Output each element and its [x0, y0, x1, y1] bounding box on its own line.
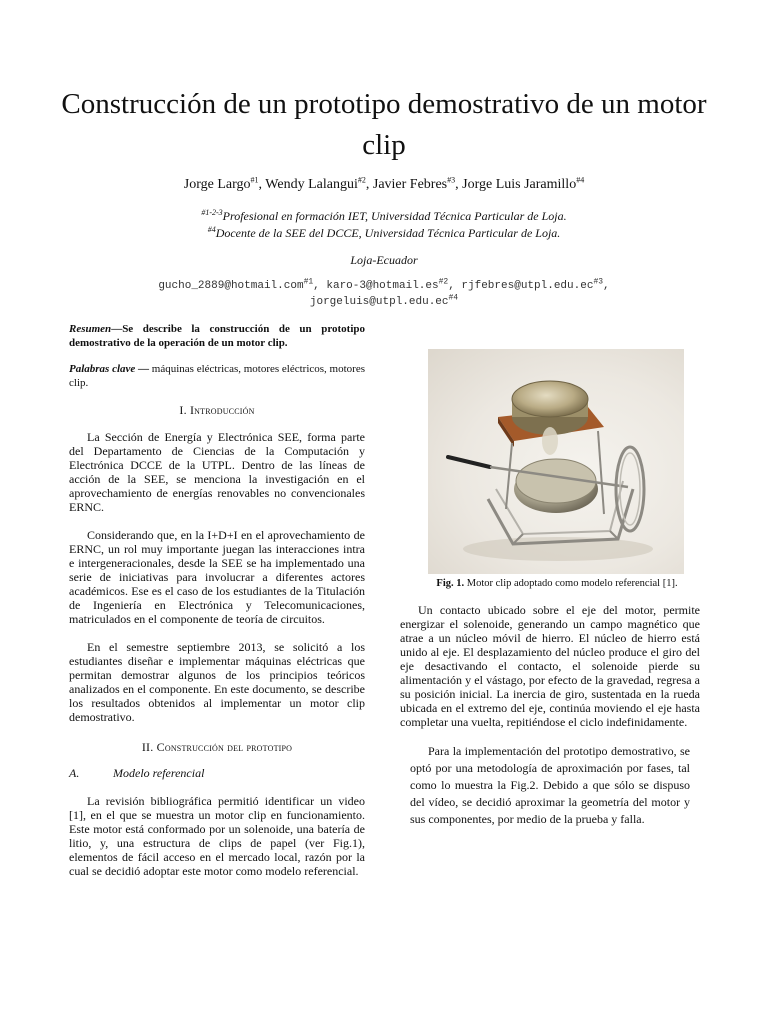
figure-1-photo	[428, 349, 684, 574]
paragraph: En el semestre septiembre 2013, se solicitó a los estudiantes diseñar e implementar máquinas eléctricas que permitan demostrar algunos de los principios teóricos analizados en el componente. En este documento, se describe los resultados obtenidos al implementar un motor clip demostrativo.	[69, 640, 365, 724]
keywords	[69, 362, 365, 390]
email-link[interactable]: karo-3@hotmail.es	[326, 280, 439, 292]
abstract-text: Se describe la construcción de un prototipo demostrativo de la operación de un motor clip.	[69, 323, 365, 349]
subsection-heading-modelo	[69, 766, 365, 780]
keywords-dash: —	[135, 363, 152, 375]
affiliation-text: Profesional en formación IET, Universidad Técnica Particular de Loja.	[222, 209, 567, 223]
right-column	[400, 603, 700, 828]
affiliation-line	[40, 208, 728, 225]
affiliation-text: Docente de la SEE del DCCE, Universidad Técnica Particular de Loja.	[215, 226, 561, 240]
affiliation-mark: #4	[207, 225, 216, 234]
paragraph: Considerando que, en la I+D+I en el aprovechamiento de ERNC, un rol muy importante juegan las interacciones intra e intergeneracionales, desde la SEE se ha implementado una serie de iniciativas para involucrar a diferentes actores académicos. Ese es el caso de los estudiantes de la Titulación de Ingeniería en Electrónica y Telecomunicaciones, matriculados en el componente de teoría de circuitos.	[69, 528, 365, 626]
author-list: Jorge Largo$^{\#1}$, Wendy Lalangui$^{\#2}$, Javier Febres$^{\#3}$, Jorge Luis Jaramillo$^{\#4}$	[183, 175, 585, 192]
paragraph: La revisión bibliográfica permitió identificar un video [1], en el que se muestra un motor clip en funcionamiento. Este motor está conformado por un solenoide, una batería de litio, y, una estructura de clips de papel (ver Fig.1), elementos de fácil acceso en el mercado local, razón por la cual se decidió adoptar este motor como modelo referencial.	[69, 794, 365, 878]
location: Loja-Ecuador	[350, 253, 418, 267]
paragraph: La Sección de Energía y Electrónica SEE, forma parte del Departamento de Ciencias de la Computación y Electrónica DCCE de la UTPL. Dentro de las líneas de acción de la SEE, se menciona la investigación en el aprovechamiento de energías renovables no convencionales ERNC.	[69, 430, 365, 514]
abstract-dash: —	[111, 323, 123, 335]
email-list: gucho_2889@hotmail.com$^{\#1}$, karo-$3@hotmail.es^{\#2}$, $rjfebres@utpl.edu.ec^{\#3}$, $jorgeluis@utpl.edu.ec^{\#4}$	[158, 277, 610, 308]
section-title: Introducción	[189, 403, 255, 417]
email-mark: #2	[438, 277, 449, 287]
email-link[interactable]: gucho_2889@hotmail.com	[158, 280, 304, 292]
author-mark: #4	[576, 175, 585, 185]
author-name: Wendy Lalangui	[265, 177, 358, 192]
section-number: II.	[141, 740, 154, 754]
paragraph: Para la implementación del prototipo demostrativo, se optó por una metodología de aproximación por fases, tal como lo muestra la Fig.2. Debido a que sólo se dispuso del vídeo, se decidió aproximar la geometría del motor y sus componentes, por medio de la prueba y falla.	[410, 744, 690, 826]
section-title: Construcción del prototipo	[156, 740, 293, 754]
email-link[interactable]: rjfebres@utpl.edu.ec	[461, 280, 594, 292]
affiliations	[40, 208, 728, 242]
paper-title: Construcción de un prototipo demostrativo de un motor clip	[61, 88, 707, 161]
keywords-label: Palabras clave	[69, 363, 136, 375]
figure-label: Fig. 1.	[436, 578, 465, 589]
subsection-label: A.	[69, 766, 80, 780]
motor-clip-illustration	[428, 349, 684, 574]
keywords-text: máquinas eléctricas, motores eléctricos, motores clip.	[69, 363, 365, 389]
section-number: I.	[179, 403, 187, 417]
figure-caption-text: Motor clip adoptado como modelo referencial [1].	[466, 578, 678, 589]
author-name: Jorge Luis Jaramillo	[462, 177, 577, 192]
email-mark: #3	[593, 277, 604, 287]
email-link[interactable]: jorgeluis@utpl.edu.ec	[309, 296, 449, 308]
author-name: Javier Febres	[372, 177, 448, 192]
left-column	[69, 322, 365, 878]
affiliation-line	[40, 225, 728, 242]
figure-1-caption	[420, 578, 694, 589]
author-mark: #1	[250, 175, 259, 185]
section-heading-introduction	[69, 403, 365, 417]
section-heading-construccion	[69, 740, 365, 754]
affiliation-mark: #1-2-3	[201, 208, 223, 217]
email-mark: #1	[303, 277, 314, 287]
email-mark: #4	[448, 293, 459, 303]
author-mark: #2	[357, 175, 366, 185]
abstract-label: Resumen	[69, 323, 112, 335]
subsection-title: Modelo referencial	[113, 766, 205, 780]
paragraph: Un contacto ubicado sobre el eje del motor, permite energizar el solenoide, generando un campo magnético que atrae a un núcleo móvil de hierro. El núcleo de hierro está unido al eje. El desplazamiento del núcleo produce el giro del eje desactivando el contacto, el solenoide pierde su alimentación y el vástago, por efecto de la gravedad, regresa a su posición inicial. La inercia de giro, sustentada en la rueda ubicada en el extremo del eje, continúa moviendo el eje hasta completar una vuelta, repitiéndose el ciclo indefinidamente.	[400, 603, 700, 729]
abstract	[69, 322, 365, 350]
author-mark: #3	[447, 175, 456, 185]
author-name: Jorge Largo	[183, 177, 251, 192]
